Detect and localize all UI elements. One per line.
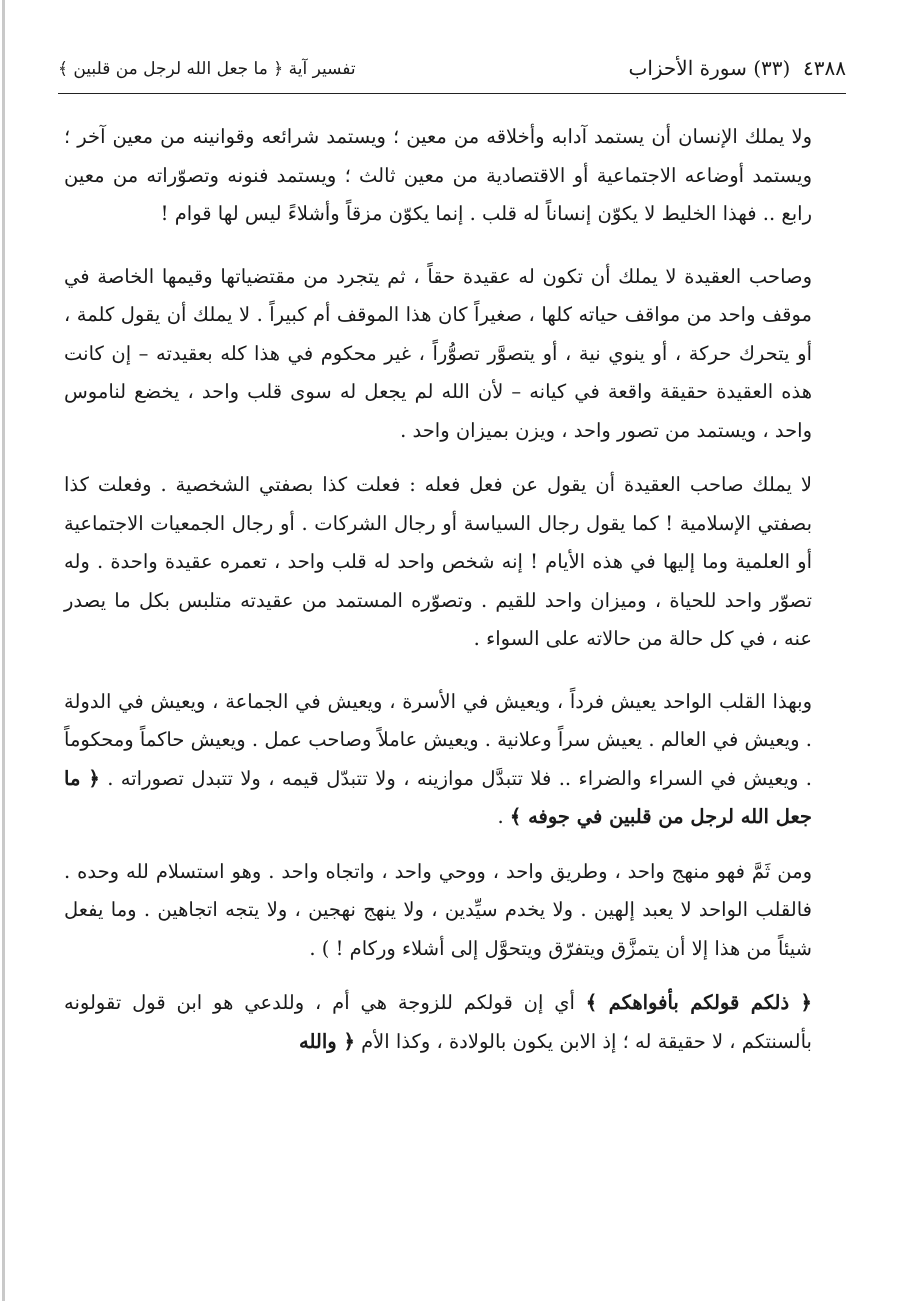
- paragraph: [64, 683, 812, 837]
- paragraph: [64, 258, 812, 451]
- paragraph-text: وصاحب العقيدة لا يملك أن تكون له عقيدة حقاً ، ثم يتجرد من مقتضياتها وقيمها الخاصة في موقف واحد من مواقف حياته كلها ، صغيراً كان هذا الموقف أم كبيراً . لا يملك أن يقول كلمة ، أو يتحرك حركة ، أو ينوي نية ، أو يتصوَّر تصوُّراً ، غير محكوم في هذا كله بعقيدته – إن كانت هذه العقيدة حقيقة واقعة في كيانه – لأن الله لم يجعل له سوى قلب واحد ، يخضع لناموس واحد ، ويستمد من تصور واحد ، ويزن بميزان واحد .: [64, 264, 812, 442]
- paragraph: [64, 118, 812, 234]
- page-number-and-surah: [629, 56, 846, 80]
- page-number: ٤٣٨٨: [803, 56, 846, 80]
- paragraph-text: .: [497, 805, 510, 828]
- paragraph-text: لا يملك صاحب العقيدة أن يقول عن فعل فعله : فعلت كذا بصفتي الشخصية . وفعلت كذا بصفتي الإسلامية ! كما يقول رجال السياسة أو رجال الشركات . أو رجال الجمعيات الاجتماعية أو العلمية وما إليها في هذه الأيام ! إنه شخص واحد له قلب واحد ، تعمره عقيدة واحدة . وله تصوّر واحد للحياة ، وميزان واحد للقيم . وتصوّره المستمد من عقيدته متلبس بكل ما يصدر عنه ، في كل حالة من حالاته على السواء .: [64, 473, 812, 650]
- header-rule: [58, 93, 846, 94]
- page-edge-shadow: [2, 0, 5, 1301]
- paragraph: [64, 984, 812, 1061]
- paragraph-text: ولا يملك الإنسان أن يستمد آدابه وأخلاقه من معين ؛ ويستمد شرائعه وقوانينه من معين آخر ؛ ويستمد أوضاعه الاجتماعية أو الاقتصادية من معين ثالث ؛ ويستمد فنونه وتصوّراته من معين رابع .. فهذا الخليط لا يكوّن إنساناً له قلب . إنما يكوّن مزقاً وأشلاءً ليس لها قوام !: [64, 125, 812, 225]
- paragraph: [64, 466, 812, 659]
- quran-quote: ﴿ ما جعل الله لرجل من قلبين في جوفه ﴾: [64, 766, 812, 828]
- running-head: [58, 52, 846, 88]
- paragraph-text: ومن ثَمَّ فهو منهج واحد ، وطريق واحد ، ووحي واحد ، واتجاه واحد . وهو استسلام لله وحده . فالقلب الواحد لا يعبد إلهين . ولا يخدم سيِّدين ، ولا ينهج نهجين ، ولا يتجه اتجاهين . وما يفعل شيئاً من هذا إلا أن يتمزَّق ويتفرّق ويتحوَّل إلى أشلاء وركام ! ) .: [64, 859, 812, 960]
- quran-quote: ﴿ ذلكم قولكم بأفواهكم ﴾: [585, 991, 812, 1014]
- paragraph: [64, 853, 812, 969]
- surah-label: (٣٣) سورة الأحزاب: [628, 56, 791, 80]
- paragraph-text: أي إن قولكم للزوجة هي أم ، وللدعي هو ابن قول تقولونه بألسنتكم ، لا حقيقة له ؛ إذ الابن يكون بالولادة ، وكذا الأم: [64, 991, 812, 1053]
- body-text: [64, 118, 812, 1077]
- paragraph-text: وبهذا القلب الواحد يعيش فرداً ، ويعيش في الأسرة ، ويعيش في الجماعة ، ويعيش في الدولة . ويعيش في العالم . يعيش سراً وعلانية . ويعيش عاملاً وصاحب عمل . ويعيش حاكماً ومحكوماً . ويعيش في السراء والضراء .. فلا تتبدَّل موازينه ، ولا تتبدّل قيمه ، ولا تتبدل تصوراته .: [64, 689, 813, 790]
- running-title: تفسير آية ﴿ ما جعل الله لرجل من قلبين ﴾: [58, 59, 356, 79]
- quran-quote: ﴿ والله: [298, 1029, 355, 1053]
